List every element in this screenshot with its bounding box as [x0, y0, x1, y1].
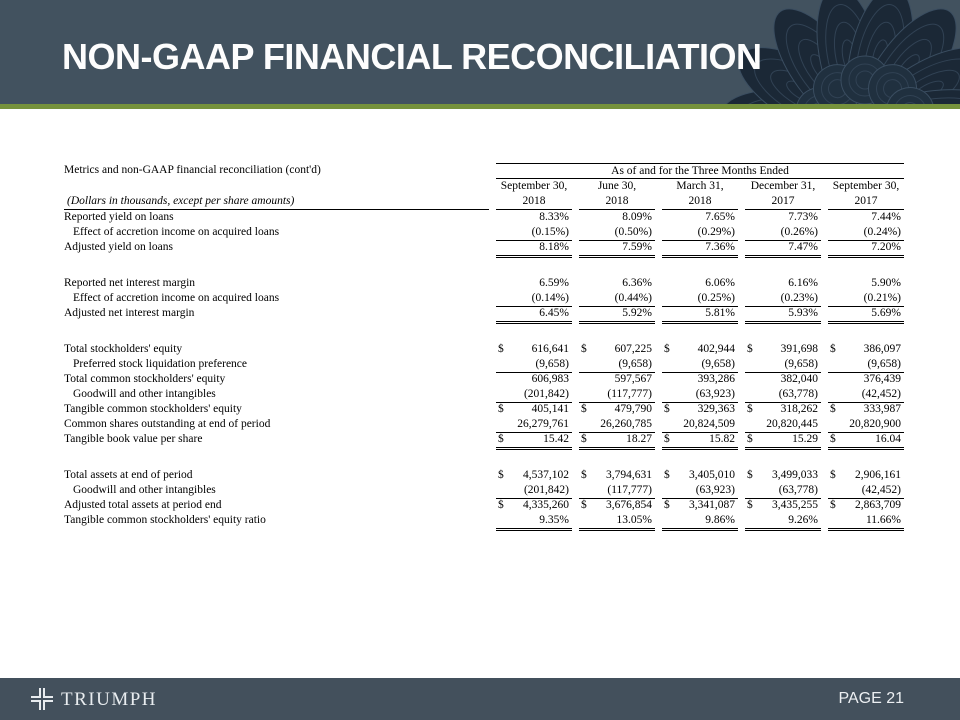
table-row: [64, 483, 904, 498]
units-note: (Dollars in thousands, except per share amounts): [64, 179, 489, 210]
cell-value: (63,923): [695, 484, 735, 496]
dollar-sign: $: [664, 469, 670, 481]
cell-value: 382,040: [780, 373, 818, 385]
dollar-sign: $: [581, 433, 587, 445]
cell-value: 2,906,161: [855, 469, 901, 481]
value-cell: [496, 306, 572, 324]
dollar-sign: $: [830, 433, 836, 445]
value-cell: [745, 498, 821, 513]
value-cell: [745, 468, 821, 483]
table-row: [64, 432, 904, 447]
cell-value: 4,335,260: [523, 499, 569, 511]
cell-value: 329,363: [697, 403, 735, 415]
value-cell: [496, 387, 572, 403]
brand-name: TRIUMPH: [61, 688, 158, 710]
cell-value: 386,097: [863, 343, 901, 355]
value-cell: [828, 225, 904, 241]
dollar-sign: $: [747, 499, 753, 511]
dollar-sign: $: [747, 343, 753, 355]
cell-value: 7.47%: [788, 241, 818, 253]
cell-value: 5.81%: [705, 307, 735, 319]
brand-logo: [30, 687, 157, 711]
value-cell: [745, 417, 821, 433]
dollar-sign: $: [664, 403, 670, 415]
table-row: [64, 387, 904, 402]
table-row: [64, 210, 904, 225]
value-cell: [745, 210, 821, 225]
value-cell: [579, 372, 655, 387]
cell-value: 5.69%: [871, 307, 901, 319]
value-cell: [579, 387, 655, 403]
cell-value: (63,778): [778, 484, 818, 496]
value-cell: [745, 402, 821, 417]
value-cell: [828, 291, 904, 307]
value-cell: [662, 225, 738, 241]
table-row: [64, 498, 904, 513]
value-cell: [745, 240, 821, 258]
column-header: June 30, 2018: [579, 179, 655, 210]
page-number-label: PAGE 21: [838, 690, 904, 707]
value-cell: [496, 483, 572, 499]
value-cell: [828, 468, 904, 483]
cell-value: 20,824,509: [683, 418, 735, 430]
value-cell: [745, 225, 821, 241]
cell-value: 597,567: [614, 373, 652, 385]
table-row: [64, 402, 904, 417]
cell-value: 5.93%: [788, 307, 818, 319]
cell-value: 7.59%: [622, 241, 652, 253]
span-header: As of and for the Three Months Ended: [496, 163, 904, 179]
dollar-sign: $: [830, 469, 836, 481]
value-cell: [662, 372, 738, 387]
cell-value: 3,794,631: [606, 469, 652, 481]
cell-value: 18.27: [626, 433, 652, 445]
cell-value: (42,452): [861, 388, 901, 400]
value-cell: [828, 513, 904, 531]
cell-value: 606,983: [531, 373, 569, 385]
cell-value: 9.26%: [788, 514, 818, 526]
value-cell: [662, 417, 738, 433]
cell-value: 3,676,854: [606, 499, 652, 511]
cell-value: 7.73%: [788, 211, 818, 223]
cell-value: 7.65%: [705, 211, 735, 223]
value-cell: [828, 417, 904, 433]
cell-value: 11.66%: [865, 514, 901, 526]
cell-value: 20,820,900: [849, 418, 901, 430]
table-row: [64, 342, 904, 357]
value-cell: [579, 276, 655, 291]
value-cell: [496, 210, 572, 225]
row-label: Reported net interest margin: [64, 277, 196, 289]
cell-value: (9,658): [618, 358, 652, 370]
table-row: [64, 291, 904, 306]
cell-value: (9,658): [701, 358, 735, 370]
value-cell: [662, 498, 738, 513]
section-gap: [64, 255, 904, 276]
row-label: Total stockholders' equity: [64, 343, 183, 355]
cell-value: (117,777): [607, 484, 652, 496]
cell-value: 15.29: [792, 433, 818, 445]
value-cell: [662, 291, 738, 307]
cell-value: 6.45%: [539, 307, 569, 319]
header-accent-rule: [0, 104, 960, 109]
row-label: Tangible common stockholders' equity ratio: [64, 514, 266, 526]
value-cell: [579, 357, 655, 373]
dollar-sign: $: [664, 433, 670, 445]
value-cell: [828, 402, 904, 417]
row-label: Goodwill and other intangibles: [73, 484, 216, 496]
cell-value: (117,777): [607, 388, 652, 400]
value-cell: [745, 483, 821, 499]
row-label: Adjusted yield on loans: [64, 241, 173, 253]
value-cell: [745, 306, 821, 324]
value-cell: [662, 432, 738, 450]
row-label: Reported yield on loans: [64, 211, 174, 223]
cell-value: (0.15%): [531, 226, 569, 238]
cell-value: (42,452): [861, 484, 901, 496]
cell-value: 402,944: [697, 343, 735, 355]
value-cell: [745, 432, 821, 450]
dollar-sign: $: [581, 343, 587, 355]
cell-value: 8.18%: [539, 241, 569, 253]
value-cell: [496, 240, 572, 258]
value-cell: [579, 432, 655, 450]
table-row: [64, 225, 904, 240]
dollar-sign: $: [664, 343, 670, 355]
value-cell: [579, 498, 655, 513]
value-cell: [662, 306, 738, 324]
cell-value: 376,439: [863, 373, 901, 385]
cell-value: 9.35%: [539, 514, 569, 526]
value-cell: [828, 210, 904, 225]
value-cell: [828, 432, 904, 450]
table-row: [64, 357, 904, 372]
cell-value: 15.82: [709, 433, 735, 445]
value-cell: [828, 372, 904, 387]
value-cell: [662, 342, 738, 357]
value-cell: [579, 417, 655, 433]
dollar-sign: $: [747, 403, 753, 415]
value-cell: [579, 225, 655, 241]
value-cell: [662, 276, 738, 291]
header-bar: [0, 0, 960, 104]
cell-value: 3,405,010: [689, 469, 735, 481]
triumph-cross-icon: [30, 687, 54, 711]
row-label: Effect of accretion income on acquired loans: [73, 226, 280, 238]
cell-value: 607,225: [614, 343, 652, 355]
cell-value: (201,842): [523, 484, 569, 496]
value-cell: [579, 210, 655, 225]
row-label: Goodwill and other intangibles: [73, 388, 216, 400]
column-header: March 31, 2018: [662, 179, 738, 210]
cell-value: (0.24%): [863, 226, 901, 238]
row-label: Tangible book value per share: [64, 433, 203, 445]
cell-value: 318,262: [780, 403, 818, 415]
row-label: Tangible common stockholders' equity: [64, 403, 242, 415]
value-cell: [579, 483, 655, 499]
table-left-header: Metrics and non-GAAP financial reconciliation (cont'd): [64, 164, 321, 176]
cell-value: (0.21%): [863, 292, 901, 304]
dollar-sign: $: [581, 403, 587, 415]
cell-value: 15.42: [543, 433, 569, 445]
value-cell: [662, 483, 738, 499]
cell-value: 26,260,785: [600, 418, 652, 430]
row-label: Preferred stock liquidation preference: [73, 358, 248, 370]
cell-value: (63,778): [778, 388, 818, 400]
dollar-sign: $: [498, 469, 504, 481]
value-cell: [745, 357, 821, 373]
cell-value: (0.29%): [697, 226, 735, 238]
value-cell: [579, 468, 655, 483]
footer-bar: [0, 678, 960, 720]
dollar-sign: $: [830, 499, 836, 511]
cell-value: 9.86%: [705, 514, 735, 526]
cell-value: 393,286: [697, 373, 735, 385]
cell-value: (0.50%): [614, 226, 652, 238]
value-cell: [828, 342, 904, 357]
dollar-sign: $: [747, 469, 753, 481]
cell-value: 3,435,255: [772, 499, 818, 511]
column-header: September 30, 2018: [496, 179, 572, 210]
cell-value: 8.09%: [622, 211, 652, 223]
value-cell: [662, 387, 738, 403]
dollar-sign: $: [581, 469, 587, 481]
value-cell: [662, 210, 738, 225]
row-label: Effect of accretion income on acquired loans: [73, 292, 280, 304]
value-cell: [828, 240, 904, 258]
cell-value: 6.06%: [705, 277, 735, 289]
value-cell: [579, 306, 655, 324]
value-cell: [745, 387, 821, 403]
value-cell: [662, 513, 738, 531]
cell-value: 3,499,033: [772, 469, 818, 481]
cell-value: 6.59%: [539, 277, 569, 289]
cell-value: (201,842): [523, 388, 569, 400]
dollar-sign: $: [498, 403, 504, 415]
value-cell: [662, 357, 738, 373]
section-gap: [64, 321, 904, 342]
cell-value: 2,863,709: [855, 499, 901, 511]
cell-value: 8.33%: [539, 211, 569, 223]
column-header: December 31, 2017: [745, 179, 821, 210]
value-cell: [496, 291, 572, 307]
dollar-sign: $: [830, 343, 836, 355]
cell-value: 333,987: [863, 403, 901, 415]
financial-table: [64, 163, 904, 528]
cell-value: (0.25%): [697, 292, 735, 304]
dollar-sign: $: [581, 499, 587, 511]
dollar-sign: $: [664, 499, 670, 511]
value-cell: [828, 498, 904, 513]
table-row: [64, 372, 904, 387]
cell-value: (0.14%): [531, 292, 569, 304]
dollar-sign: $: [498, 343, 504, 355]
value-cell: [496, 417, 572, 433]
value-cell: [496, 372, 572, 387]
cell-value: 405,141: [531, 403, 569, 415]
cell-value: 7.20%: [871, 241, 901, 253]
value-cell: [496, 402, 572, 417]
cell-value: 4,537,102: [523, 469, 569, 481]
table-rows: [64, 210, 904, 528]
value-cell: [496, 225, 572, 241]
dollar-sign: $: [498, 433, 504, 445]
row-label: Total common stockholders' equity: [64, 373, 226, 385]
value-cell: [579, 402, 655, 417]
value-cell: [662, 402, 738, 417]
value-cell: [828, 387, 904, 403]
table-header-row-1: [64, 163, 904, 179]
value-cell: [828, 357, 904, 373]
table-row: [64, 276, 904, 291]
value-cell: [828, 483, 904, 499]
value-cell: [828, 306, 904, 324]
cell-value: 479,790: [614, 403, 652, 415]
cell-value: 5.90%: [871, 277, 901, 289]
cell-value: 16.04: [875, 433, 901, 445]
row-label: Total assets at end of period: [64, 469, 193, 481]
value-cell: [579, 291, 655, 307]
row-label: Common shares outstanding at end of period: [64, 418, 271, 430]
cell-value: 6.16%: [788, 277, 818, 289]
cell-value: 391,698: [780, 343, 818, 355]
cell-value: 7.36%: [705, 241, 735, 253]
cell-value: 26,279,761: [517, 418, 569, 430]
value-cell: [745, 276, 821, 291]
dollar-sign: $: [498, 499, 504, 511]
cell-value: 6.36%: [622, 277, 652, 289]
value-cell: [579, 240, 655, 258]
value-cell: [579, 513, 655, 531]
value-cell: [662, 468, 738, 483]
table-row: [64, 513, 904, 528]
value-cell: [496, 342, 572, 357]
cell-value: (0.44%): [614, 292, 652, 304]
section-gap: [64, 447, 904, 468]
value-cell: [579, 342, 655, 357]
table-row: [64, 306, 904, 321]
value-cell: [496, 432, 572, 450]
column-header: September 30, 2017: [828, 179, 904, 210]
table-header-row-2: [64, 179, 904, 210]
value-cell: [745, 342, 821, 357]
table-row: [64, 417, 904, 432]
cell-value: (9,658): [867, 358, 901, 370]
value-cell: [662, 240, 738, 258]
table-row: [64, 240, 904, 255]
cell-value: 7.44%: [871, 211, 901, 223]
row-label: Adjusted net interest margin: [64, 307, 195, 319]
slide-title: NON-GAAP FINANCIAL RECONCILIATION: [62, 36, 762, 77]
table-row: [64, 468, 904, 483]
cell-value: (63,923): [695, 388, 735, 400]
cell-value: 20,820,445: [766, 418, 818, 430]
cell-value: (9,658): [784, 358, 818, 370]
value-cell: [745, 372, 821, 387]
value-cell: [745, 513, 821, 531]
value-cell: [745, 291, 821, 307]
cell-value: 5.92%: [622, 307, 652, 319]
value-cell: [828, 276, 904, 291]
cell-value: (0.26%): [780, 226, 818, 238]
value-cell: [496, 513, 572, 531]
dollar-sign: $: [747, 433, 753, 445]
dollar-sign: $: [830, 403, 836, 415]
row-label: Adjusted total assets at period end: [64, 499, 222, 511]
cell-value: 13.05%: [616, 514, 652, 526]
value-cell: [496, 276, 572, 291]
cell-value: (9,658): [535, 358, 569, 370]
cell-value: 3,341,087: [689, 499, 735, 511]
value-cell: [496, 498, 572, 513]
value-cell: [496, 468, 572, 483]
cell-value: (0.23%): [780, 292, 818, 304]
value-cell: [496, 357, 572, 373]
cell-value: 616,641: [531, 343, 569, 355]
